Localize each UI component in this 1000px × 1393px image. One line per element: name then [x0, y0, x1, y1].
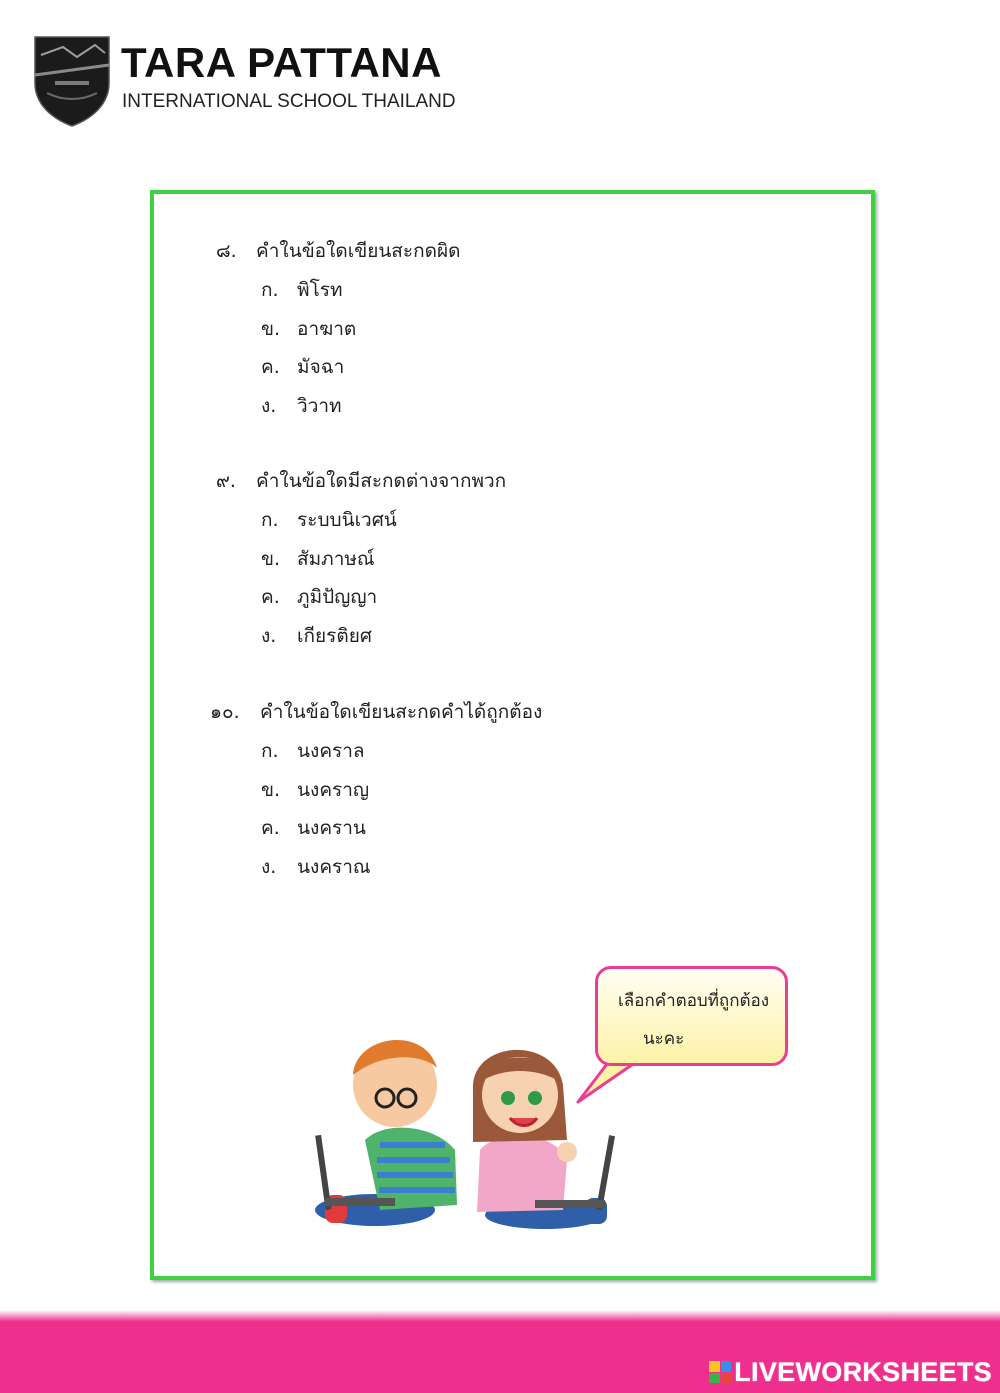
question-text: คำในข้อใดเขียนสะกดผิด: [256, 240, 461, 262]
option-text: อาฆาต: [297, 318, 357, 340]
option-row[interactable]: [261, 505, 397, 535]
option-label: ข.: [261, 318, 281, 340]
option-text: ภูมิปัญญา: [297, 586, 378, 608]
option-text: นงคราน: [297, 817, 366, 839]
option-text: มัจฉา: [297, 356, 345, 378]
option-row[interactable]: [261, 852, 371, 882]
option-label: ข.: [261, 779, 281, 801]
option-row[interactable]: [261, 391, 342, 421]
school-header: [33, 35, 493, 130]
option-text: เกียรติยศ: [297, 625, 372, 647]
option-label: ก.: [261, 279, 279, 301]
option-text: นงคราณ: [297, 856, 371, 878]
question-title: [216, 236, 460, 266]
option-row[interactable]: [261, 813, 366, 843]
option-label: ก.: [261, 740, 279, 762]
option-row[interactable]: [261, 275, 343, 305]
liveworksheets-logo-icon: [709, 1361, 731, 1383]
option-row[interactable]: [261, 621, 372, 651]
option-text: วิวาท: [297, 395, 342, 417]
option-row[interactable]: [261, 352, 344, 382]
school-subtitle: INTERNATIONAL SCHOOL THAILAND: [122, 91, 456, 112]
question-number: ๙.: [216, 470, 236, 492]
option-text: ระบบนิเวศน์: [297, 509, 397, 531]
liveworksheets-logo[interactable]: [709, 1357, 992, 1387]
speech-bubble-line-1: เลือกคำตอบที่ถูกต้อง: [618, 991, 770, 1011]
option-row[interactable]: [261, 582, 377, 612]
option-label: ค.: [261, 586, 280, 608]
option-text: นงคราญ: [297, 779, 370, 801]
footer-bar: [0, 1310, 1000, 1393]
school-name: TARA PATTANA: [121, 39, 442, 86]
school-crest-icon: [33, 35, 111, 127]
option-label: ข.: [261, 548, 281, 570]
question-text: คำในข้อใดเขียนสะกดคำได้ถูกต้อง: [260, 701, 543, 723]
option-label: ง.: [261, 625, 277, 647]
liveworksheets-brand: LIVEWORKSHEETS: [734, 1356, 992, 1387]
question-text: คำในข้อใดมีสะกดต่างจากพวก: [256, 470, 507, 492]
option-text: พิโรท: [297, 279, 343, 301]
kids-with-laptops-illustration: [305, 1020, 625, 1240]
question-title: [216, 466, 506, 496]
speech-bubble-line-2: นะคะ: [643, 1029, 685, 1049]
option-row[interactable]: [261, 736, 365, 766]
option-row[interactable]: [261, 544, 375, 574]
question-title: [210, 697, 542, 727]
option-label: ง.: [261, 856, 277, 878]
question-number: ๑๐.: [210, 701, 240, 723]
option-label: ค.: [261, 356, 280, 378]
question-number: ๘.: [216, 240, 237, 262]
option-row[interactable]: [261, 775, 369, 805]
option-text: นงคราล: [297, 740, 365, 762]
option-label: ง.: [261, 395, 277, 417]
option-label: ค.: [261, 817, 280, 839]
option-row[interactable]: [261, 314, 356, 344]
option-label: ก.: [261, 509, 279, 531]
option-text: สัมภาษณ์: [297, 548, 375, 570]
